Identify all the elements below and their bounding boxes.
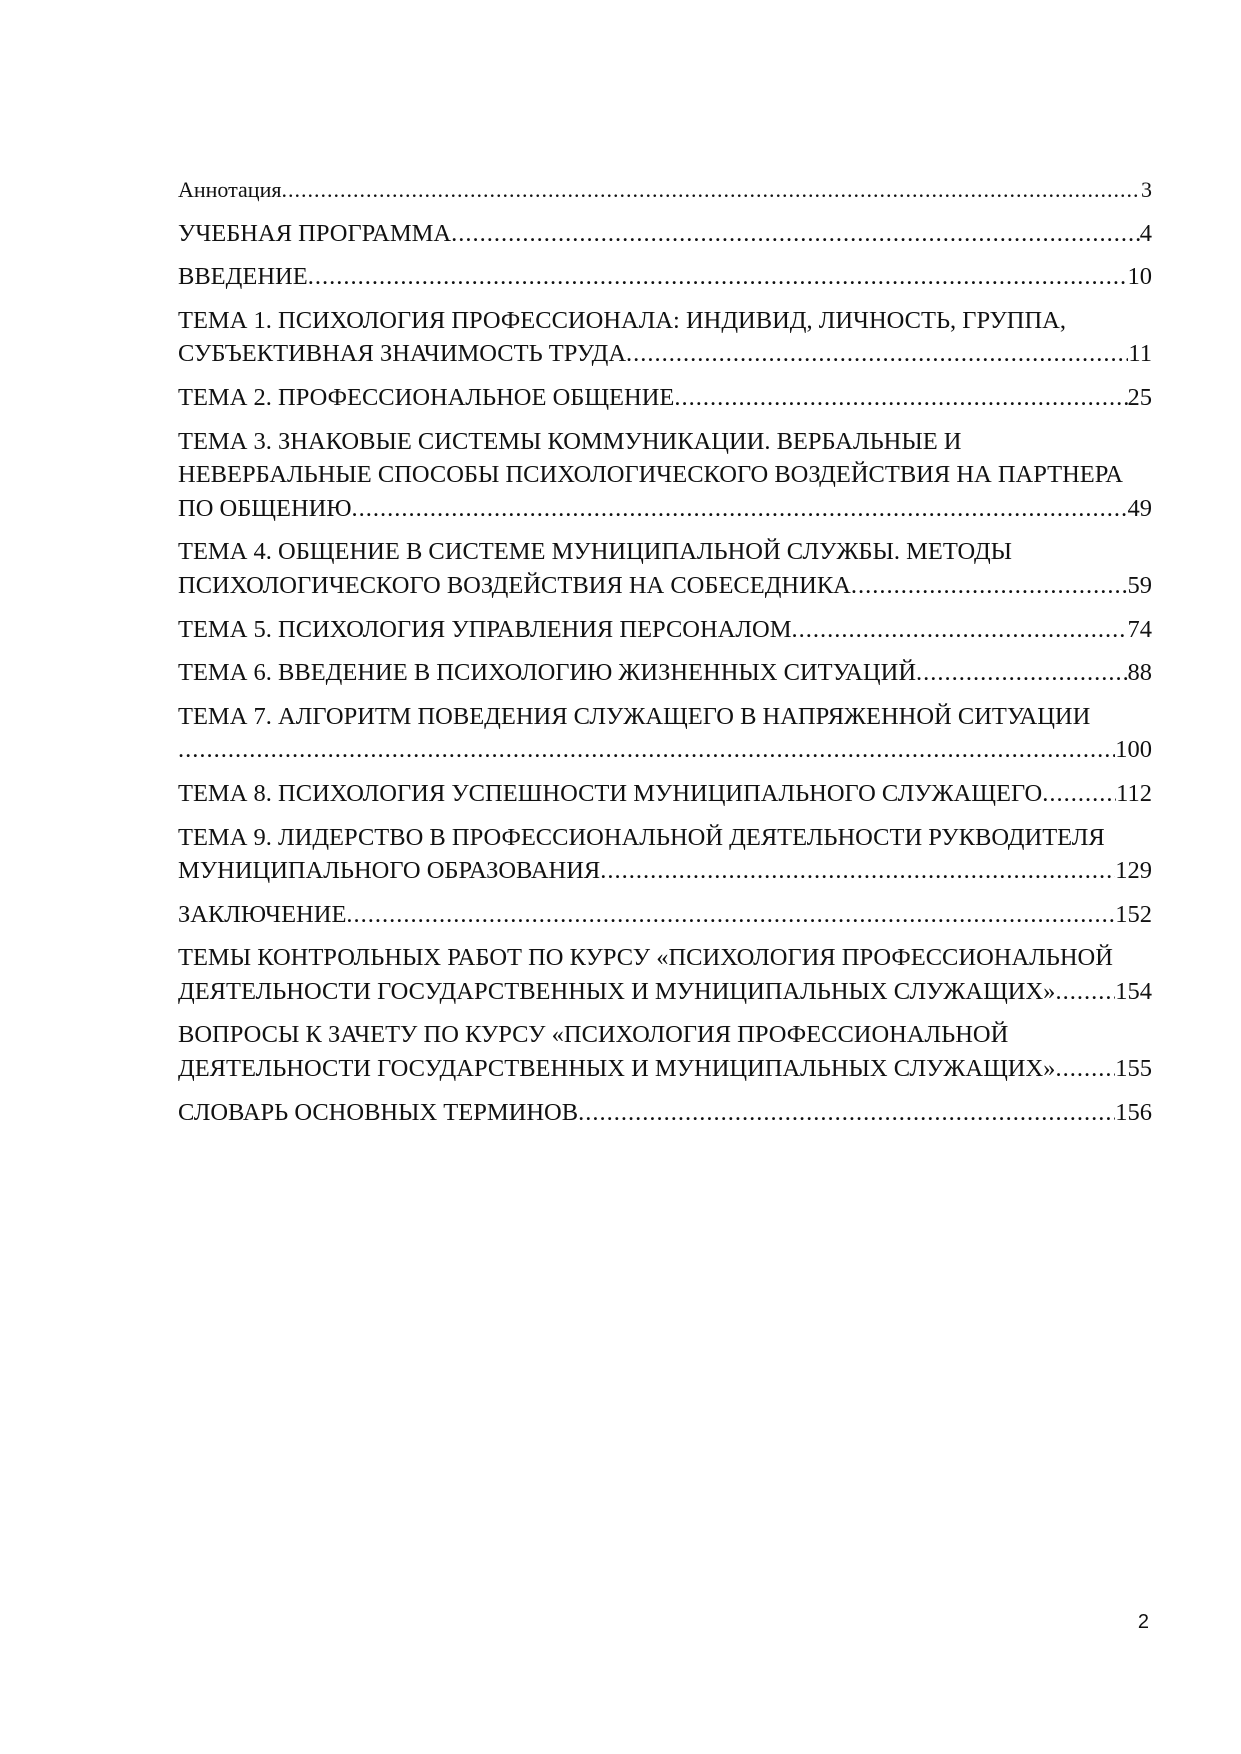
- toc-entry-leader-line: [178, 975, 1152, 1009]
- toc-entry[interactable]: [178, 217, 1152, 251]
- toc-entry-title-line: ТЕМЫ КОНТРОЛЬНЫХ РАБОТ ПО КУРСУ «ПСИХОЛОГИЯ ПРОФЕССИОНАЛЬНОЙ: [178, 944, 1113, 972]
- toc-entry-leader-line: [178, 260, 1152, 294]
- toc-entry[interactable]: [178, 425, 1152, 526]
- toc-entry-page: 88: [1127, 659, 1152, 687]
- toc-entry[interactable]: [178, 535, 1152, 602]
- toc-entry[interactable]: [178, 777, 1152, 811]
- toc-entry-title-line: СЛОВАРЬ ОСНОВНЫХ ТЕРМИНОВ: [178, 1098, 579, 1126]
- toc-entry-title-line: ТЕМА 5. ПСИХОЛОГИЯ УПРАВЛЕНИЯ ПЕРСОНАЛОМ: [178, 615, 792, 643]
- toc-entry-leader-line: [178, 613, 1152, 647]
- dot-leader: [600, 854, 1115, 888]
- toc-entry-page: 25: [1127, 383, 1152, 411]
- toc-entry-title-line: ТЕМА 2. ПРОФЕССИОНАЛЬНОЕ ОБЩЕНИЕ: [178, 383, 675, 411]
- toc-entry-page: 156: [1115, 1098, 1152, 1126]
- toc-entry-title-line: ВОПРОСЫ К ЗАЧЕТУ ПО КУРСУ «ПСИХОЛОГИЯ ПРОФЕССИОНАЛЬНОЙ: [178, 1021, 1009, 1049]
- toc-entry-title-line: УЧЕБНАЯ ПРОГРАММА: [178, 219, 452, 247]
- toc-entry-leader-line: [178, 1096, 1152, 1130]
- toc-entry-title-line: ЗАКЛЮЧЕНИЕ: [178, 900, 347, 928]
- toc-entry-title-line: ТЕМА 3. ЗНАКОВЫЕ СИСТЕМЫ КОММУНИКАЦИИ. ВЕРБАЛЬНЫЕ И: [178, 427, 962, 455]
- toc-entry-leader-line: [178, 217, 1152, 251]
- toc-entry-leader-line: [178, 337, 1152, 371]
- dot-leader: [346, 898, 1115, 932]
- toc-entry-leader-line: [178, 173, 1152, 207]
- toc-entry-title-line: ДЕЯТЕЛЬНОСТИ ГОСУДАРСТВЕННЫХ И МУНИЦИПАЛЬНЫХ СЛУЖАЩИХ»: [178, 977, 1056, 1005]
- toc-entry-page: 154: [1115, 977, 1152, 1005]
- toc-entry-title-line: ТЕМА 8. ПСИХОЛОГИЯ УСПЕШНОСТИ МУНИЦИПАЛЬНОГО СЛУЖАЩЕГО: [178, 779, 1043, 807]
- toc-entry-title-line: ТЕМА 9. ЛИДЕРСТВО В ПРОФЕССИОНАЛЬНОЙ ДЕЯТЕЛЬНОСТИ РУКВОДИТЕЛЯ: [178, 823, 1105, 851]
- toc-entry[interactable]: [178, 1018, 1152, 1085]
- dot-leader: [916, 656, 1127, 690]
- dot-leader: [674, 381, 1127, 415]
- toc-entry-leader-line: [178, 777, 1152, 811]
- toc-entry-leader-line: [178, 1052, 1152, 1086]
- dot-leader: [791, 613, 1127, 647]
- table-of-contents: [178, 173, 1152, 1139]
- toc-entry-page: 100: [1115, 736, 1152, 764]
- toc-entry-leader-line: [178, 381, 1152, 415]
- toc-entry-title-line: ПСИХОЛОГИЧЕСКОГО ВОЗДЕЙСТВИЯ НА СОБЕСЕДНИКА: [178, 571, 851, 599]
- toc-entry-title-line: МУНИЦИПАЛЬНОГО ОБРАЗОВАНИЯ: [178, 857, 601, 885]
- toc-entry[interactable]: [178, 941, 1152, 1008]
- dot-leader: [1055, 1052, 1115, 1086]
- toc-entry-page: 4: [1139, 219, 1152, 247]
- toc-entry-page: 152: [1115, 900, 1152, 928]
- toc-entry-leader-line: [178, 898, 1152, 932]
- toc-entry-page: 3: [1141, 177, 1152, 202]
- toc-entry[interactable]: [178, 898, 1152, 932]
- toc-entry[interactable]: [178, 700, 1152, 767]
- toc-entry[interactable]: [178, 304, 1152, 371]
- toc-entry-title-line: ТЕМА 1. ПСИХОЛОГИЯ ПРОФЕССИОНАЛА: ИНДИВИД, ЛИЧНОСТЬ, ГРУППА,: [178, 306, 1067, 334]
- toc-entry[interactable]: [178, 613, 1152, 647]
- toc-entry[interactable]: [178, 260, 1152, 294]
- toc-entry-title-line: ВВЕДЕНИЕ: [178, 263, 308, 291]
- dot-leader: [308, 260, 1128, 294]
- toc-entry-title-line: ТЕМА 4. ОБЩЕНИЕ В СИСТЕМЕ МУНИЦИПАЛЬНОЙ СЛУЖБЫ. МЕТОДЫ: [178, 538, 1013, 566]
- toc-entry-page: 10: [1127, 263, 1152, 291]
- toc-entry-page: 74: [1127, 615, 1152, 643]
- toc-entry-page: 112: [1116, 779, 1152, 807]
- dot-leader: [1055, 975, 1115, 1009]
- toc-entry[interactable]: [178, 381, 1152, 415]
- toc-entry[interactable]: [178, 656, 1152, 690]
- dot-leader: [851, 569, 1128, 603]
- dot-leader: [451, 217, 1140, 251]
- toc-entry-page: 59: [1127, 571, 1152, 599]
- toc-entry-title-line: Аннотация: [178, 177, 282, 202]
- toc-entry[interactable]: [178, 821, 1152, 888]
- dot-leader: [1042, 777, 1116, 811]
- toc-entry-title-line: ДЕЯТЕЛЬНОСТИ ГОСУДАРСТВЕННЫХ И МУНИЦИПАЛЬНЫХ СЛУЖАЩИХ»: [178, 1055, 1056, 1083]
- toc-entry-title-line: СУБЪЕКТИВНАЯ ЗНАЧИМОСТЬ ТРУДА: [178, 340, 627, 368]
- dot-leader: [352, 492, 1128, 526]
- toc-entry-page: 155: [1115, 1055, 1152, 1083]
- toc-entry-leader-line: [178, 492, 1152, 526]
- toc-entry-leader-line: [178, 569, 1152, 603]
- toc-entry[interactable]: [178, 173, 1152, 207]
- toc-entry-page: 49: [1127, 494, 1152, 522]
- toc-entry-title-line: НЕВЕРБАЛЬНЫЕ СПОСОБЫ ПСИХОЛОГИЧЕСКОГО ВОЗДЕЙСТВИЯ НА ПАРТНЕРА: [178, 461, 1123, 489]
- toc-entry-page: 129: [1115, 857, 1152, 885]
- toc-entry-title-line: ТЕМА 7. АЛГОРИТМ ПОВЕДЕНИЯ СЛУЖАЩЕГО В НАПРЯЖЕННОЙ СИТУАЦИИ: [178, 702, 1091, 730]
- toc-entry-page: 11: [1128, 340, 1152, 368]
- toc-entry-title-line: ТЕМА 6. ВВЕДЕНИЕ В ПСИХОЛОГИЮ ЖИЗНЕННЫХ СИТУАЦИЙ: [178, 659, 917, 687]
- dot-leader: [626, 337, 1128, 371]
- toc-entry[interactable]: [178, 1096, 1152, 1130]
- page-number: 2: [1137, 1611, 1149, 1633]
- dot-leader: [178, 733, 1115, 767]
- dot-leader: [281, 173, 1141, 207]
- toc-entry-leader-line: [178, 733, 1152, 767]
- dot-leader: [578, 1096, 1115, 1130]
- toc-entry-title-line: ПО ОБЩЕНИЮ: [178, 494, 352, 522]
- toc-entry-leader-line: [178, 854, 1152, 888]
- toc-entry-leader-line: [178, 656, 1152, 690]
